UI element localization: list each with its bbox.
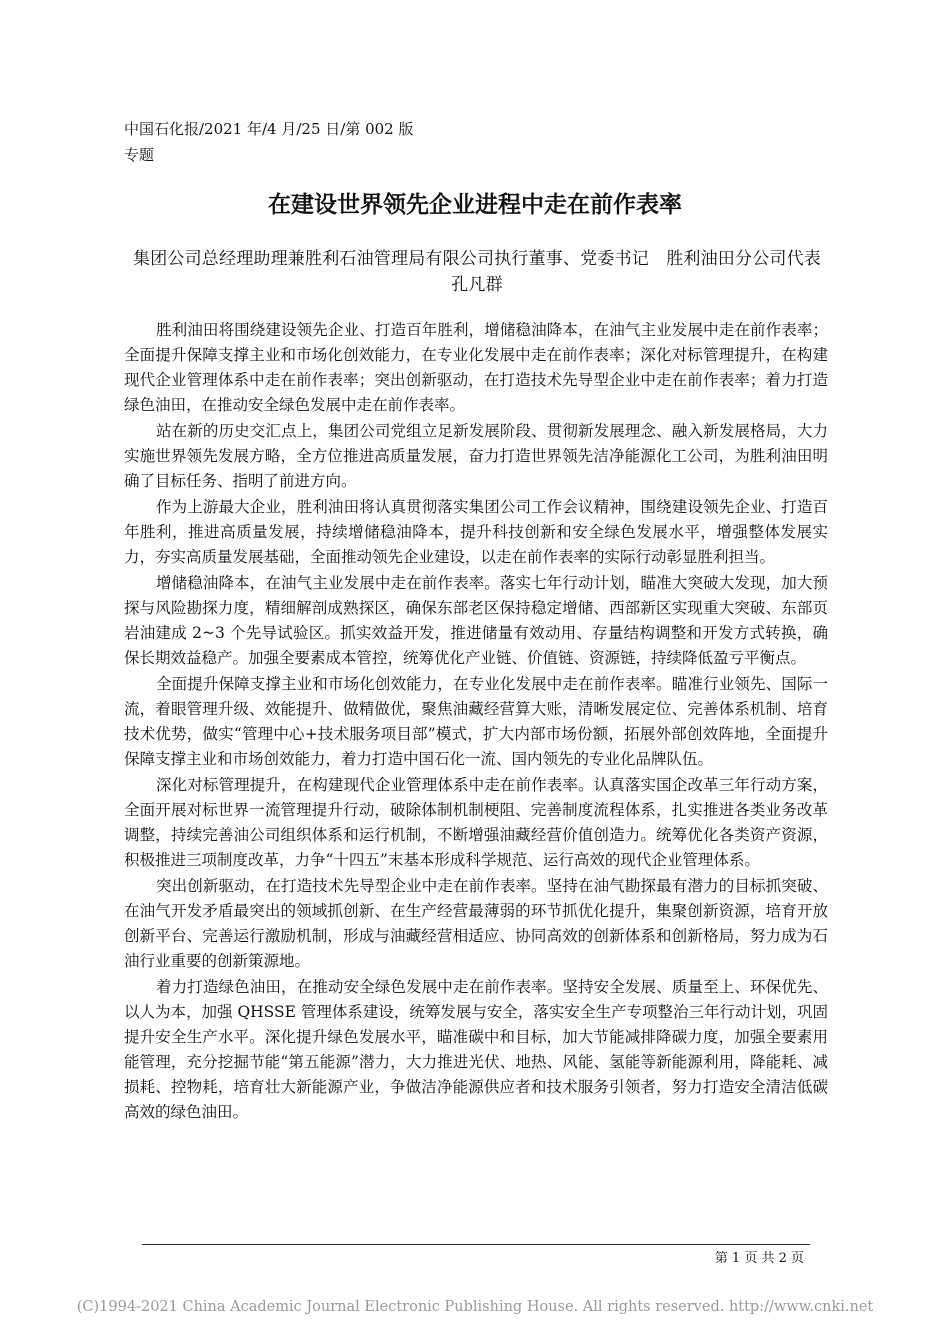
paragraph-6: 深化对标管理提升，在构建现代企业管理体系中走在前作表率。认真落实国企改革三年行动方案，全面开展对标世界一流管理提升行动，破除体制机制梗阻、完善制度流程体系，扎实推进各类业务改革调整，持续完善油公司组织体系和运行机制，不断增强油藏经营价值创造力。统筹优化各类资产资源，积极推进三项制度改革，力争“十四五”末基本形成科学规范、运行高效的现代企业管理体系。: [124, 776, 828, 869]
paragraph-4: 增储稳油降本，在油气主业发展中走在前作表率。落实七年行动计划，瞄准大突破大发现，加大预探与风险勘探力度，精细解剖成熟探区，确保东部老区保持稳定增储、西部新区实现重大突破、东部页岩油建成 2~3 个先导试验区。抓实效益开发，推进储量有效动用、存量结构调整和开发方式转换，确保长期效益稳产。加强全要素成本管控，统筹优化产业链、价值链、资源链，持续降低盈亏平衡点。: [124, 574, 828, 667]
paragraph-5: 全面提升保障支撑主业和市场化创效能力，在专业化发展中走在前作表率。瞄准行业领先、国际一流，着眼管理升级、效能提升、做精做优，聚焦油藏经营算大账，清晰发展定位、完善体系机制、培育技术优势，做实“管理中心+技术服务项目部”模式，扩大内部市场份额，拓展外部创效阵地，全面提升保障支撑主业和市场创效能力，着力打造中国石化一流、国内领先的专业化品牌队伍。: [124, 675, 828, 768]
column-label: 专题: [124, 146, 155, 164]
footer-divider: [142, 1244, 810, 1245]
page-number: 第 1 页 共 2 页: [714, 1251, 804, 1266]
author-byline: 集团公司总经理助理兼胜利石油管理局有限公司执行董事、党委书记 胜利油田分公司代表 孔凡群: [133, 249, 839, 295]
article-title: 在建设世界领先企业进程中走在前作表率: [268, 192, 682, 218]
paragraph-7: 突出创新驱动，在打造技术先导型企业中走在前作表率。坚持在油气勘探最有潜力的目标抓突破、在油气开发矛盾最突出的领域抓创新、在生产经营最薄弱的环节抓优化提升，集聚创新资源，培育开放创新平台、完善运行激励机制，形成与油藏经营相适应、协同高效的创新体系和创新格局，努力成为石油行业重要的创新策源地。: [124, 877, 828, 970]
paragraph-3: 作为上游最大企业，胜利油田将认真贯彻落实集团公司工作会议精神，围绕建设领先企业、打造百年胜利，推进高质量发展，持续增储稳油降本，提升科技创新和安全绿色发展水平，增强整体发展实力，夯实高质量发展基础，全面推动领先企业建设，以走在前作表率的实际行动彰显胜利担当。: [124, 498, 828, 566]
paragraph-1: 胜利油田将围绕建设领先企业、打造百年胜利，增储稳油降本，在油气主业发展中走在前作表率；全面提升保障支撑主业和市场化创效能力，在专业化发展中走在前作表率；深化对标管理提升，在构建现代企业管理体系中走在前作表率；突出创新驱动，在打造技术先导型企业中走在前作表率；着力打造绿色油田，在推动安全绿色发展中走在前作表率。: [124, 321, 828, 414]
source-line: 中国石化报/2021 年/4 月/25 日/第 002 版: [124, 120, 414, 138]
paragraph-2: 站在新的历史交汇点上，集团公司党组立足新发展阶段、贯彻新发展理念、融入新发展格局，大力实施世界领先发展方略，全方位推进高质量发展，奋力打造世界领先洁净能源化工公司，为胜利油田明确了目标任务、指明了前进方向。: [124, 422, 828, 490]
paragraph-8: 着力打造绿色油田，在推动安全绿色发展中走在前作表率。坚持安全发展、质量至上、环保优先、以人为本，加强 QHSSE 管理体系建设，统筹发展与安全，落实安全生产专项整治三年行动计划，巩固提升安全生产水平。深化提升绿色发展水平，瞄准碳中和目标，加大节能减排降碳力度，加强全要素用能管理，充分挖掘节能“第五能源”潜力，大力推进光伏、地热、风能、氢能等新能源利用，降能耗、减损耗、控物耗，培育壮大新能源产业，争做洁净能源供应者和技术服务引领者，努力打造安全清洁低碳高效的绿色油田。: [124, 978, 828, 1121]
article-body: [124, 318, 828, 1126]
copyright-notice: (C)1994-2021 China Academic Journal Electronic Publishing House. All rights reserved. http://www.cnki.net: [76, 1299, 874, 1315]
